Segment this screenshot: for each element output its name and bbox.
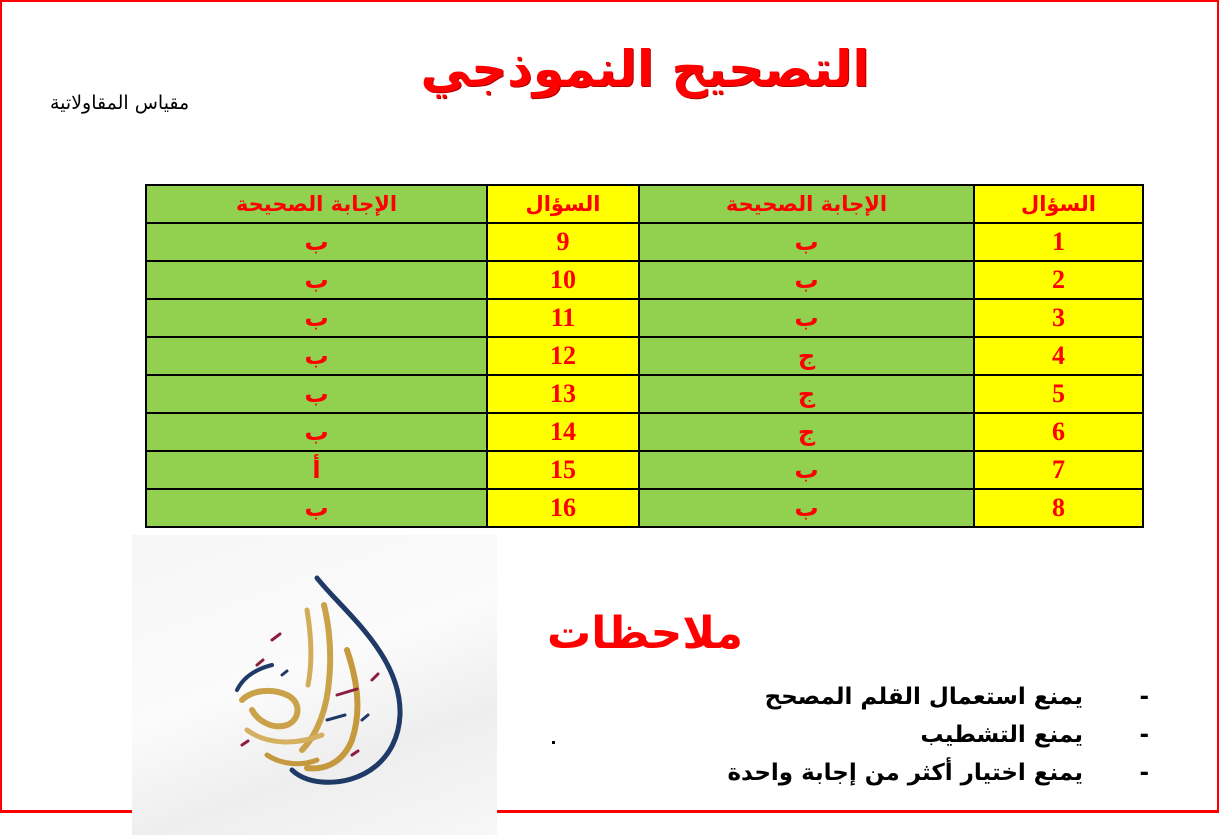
answer-cell: أ	[146, 451, 487, 489]
note-text: يمنع اختيار أكثر من إجابة واحدة	[727, 760, 1083, 786]
header-question-col-1: السؤال	[974, 185, 1143, 223]
notes-title: ملاحظات	[547, 608, 743, 659]
note-item	[727, 754, 1149, 792]
note-text: يمنع التشطيب	[920, 722, 1083, 748]
question-number-cell: 15	[487, 451, 639, 489]
table-row	[146, 261, 1143, 299]
question-number-cell: 16	[487, 489, 639, 527]
stray-dot	[552, 741, 555, 744]
bullet-dash: -	[1139, 684, 1149, 710]
question-number-cell: 9	[487, 223, 639, 261]
bullet-dash: -	[1139, 722, 1149, 748]
header-answer-col-2: الإجابة الصحيحة	[146, 185, 487, 223]
answer-cell: ج	[639, 375, 974, 413]
bullet-dash: -	[1139, 760, 1149, 786]
note-item	[727, 678, 1149, 716]
notes-list	[727, 678, 1149, 792]
question-number-cell: 12	[487, 337, 639, 375]
question-number-cell: 3	[974, 299, 1143, 337]
answer-cell: ب	[146, 261, 487, 299]
answer-cell: ب	[639, 451, 974, 489]
calligraphy-logo	[132, 535, 497, 835]
table-header-row	[146, 185, 1143, 223]
note-text: يمنع استعمال القلم المصحح	[764, 684, 1083, 710]
answer-cell: ب	[146, 413, 487, 451]
question-number-cell: 8	[974, 489, 1143, 527]
table-row	[146, 299, 1143, 337]
table-row	[146, 223, 1143, 261]
answer-cell: ب	[639, 489, 974, 527]
question-number-cell: 5	[974, 375, 1143, 413]
answer-cell: ب	[146, 375, 487, 413]
page-title: التصحيح النموذجي	[420, 40, 870, 98]
question-number-cell: 6	[974, 413, 1143, 451]
question-number-cell: 7	[974, 451, 1143, 489]
calligraphy-logo-icon	[212, 570, 422, 800]
answer-cell: ب	[146, 337, 487, 375]
answer-cell: ب	[639, 299, 974, 337]
question-number-cell: 13	[487, 375, 639, 413]
page-subtitle: مقياس المقاولاتية	[50, 92, 190, 114]
answer-cell: ج	[639, 413, 974, 451]
table-row	[146, 451, 1143, 489]
table-row	[146, 375, 1143, 413]
header-question-col-2: السؤال	[487, 185, 639, 223]
answer-cell: ب	[146, 489, 487, 527]
question-number-cell: 11	[487, 299, 639, 337]
question-number-cell: 2	[974, 261, 1143, 299]
question-number-cell: 1	[974, 223, 1143, 261]
table-row	[146, 489, 1143, 527]
answer-cell: ب	[639, 223, 974, 261]
answer-cell: ب	[639, 261, 974, 299]
question-number-cell: 4	[974, 337, 1143, 375]
answer-cell: ب	[146, 299, 487, 337]
answer-cell: ج	[639, 337, 974, 375]
table-row	[146, 337, 1143, 375]
header-answer-col-1: الإجابة الصحيحة	[639, 185, 974, 223]
answer-cell: ب	[146, 223, 487, 261]
note-item	[727, 716, 1149, 754]
answer-key-table	[145, 184, 1144, 528]
table-row	[146, 413, 1143, 451]
question-number-cell: 14	[487, 413, 639, 451]
question-number-cell: 10	[487, 261, 639, 299]
